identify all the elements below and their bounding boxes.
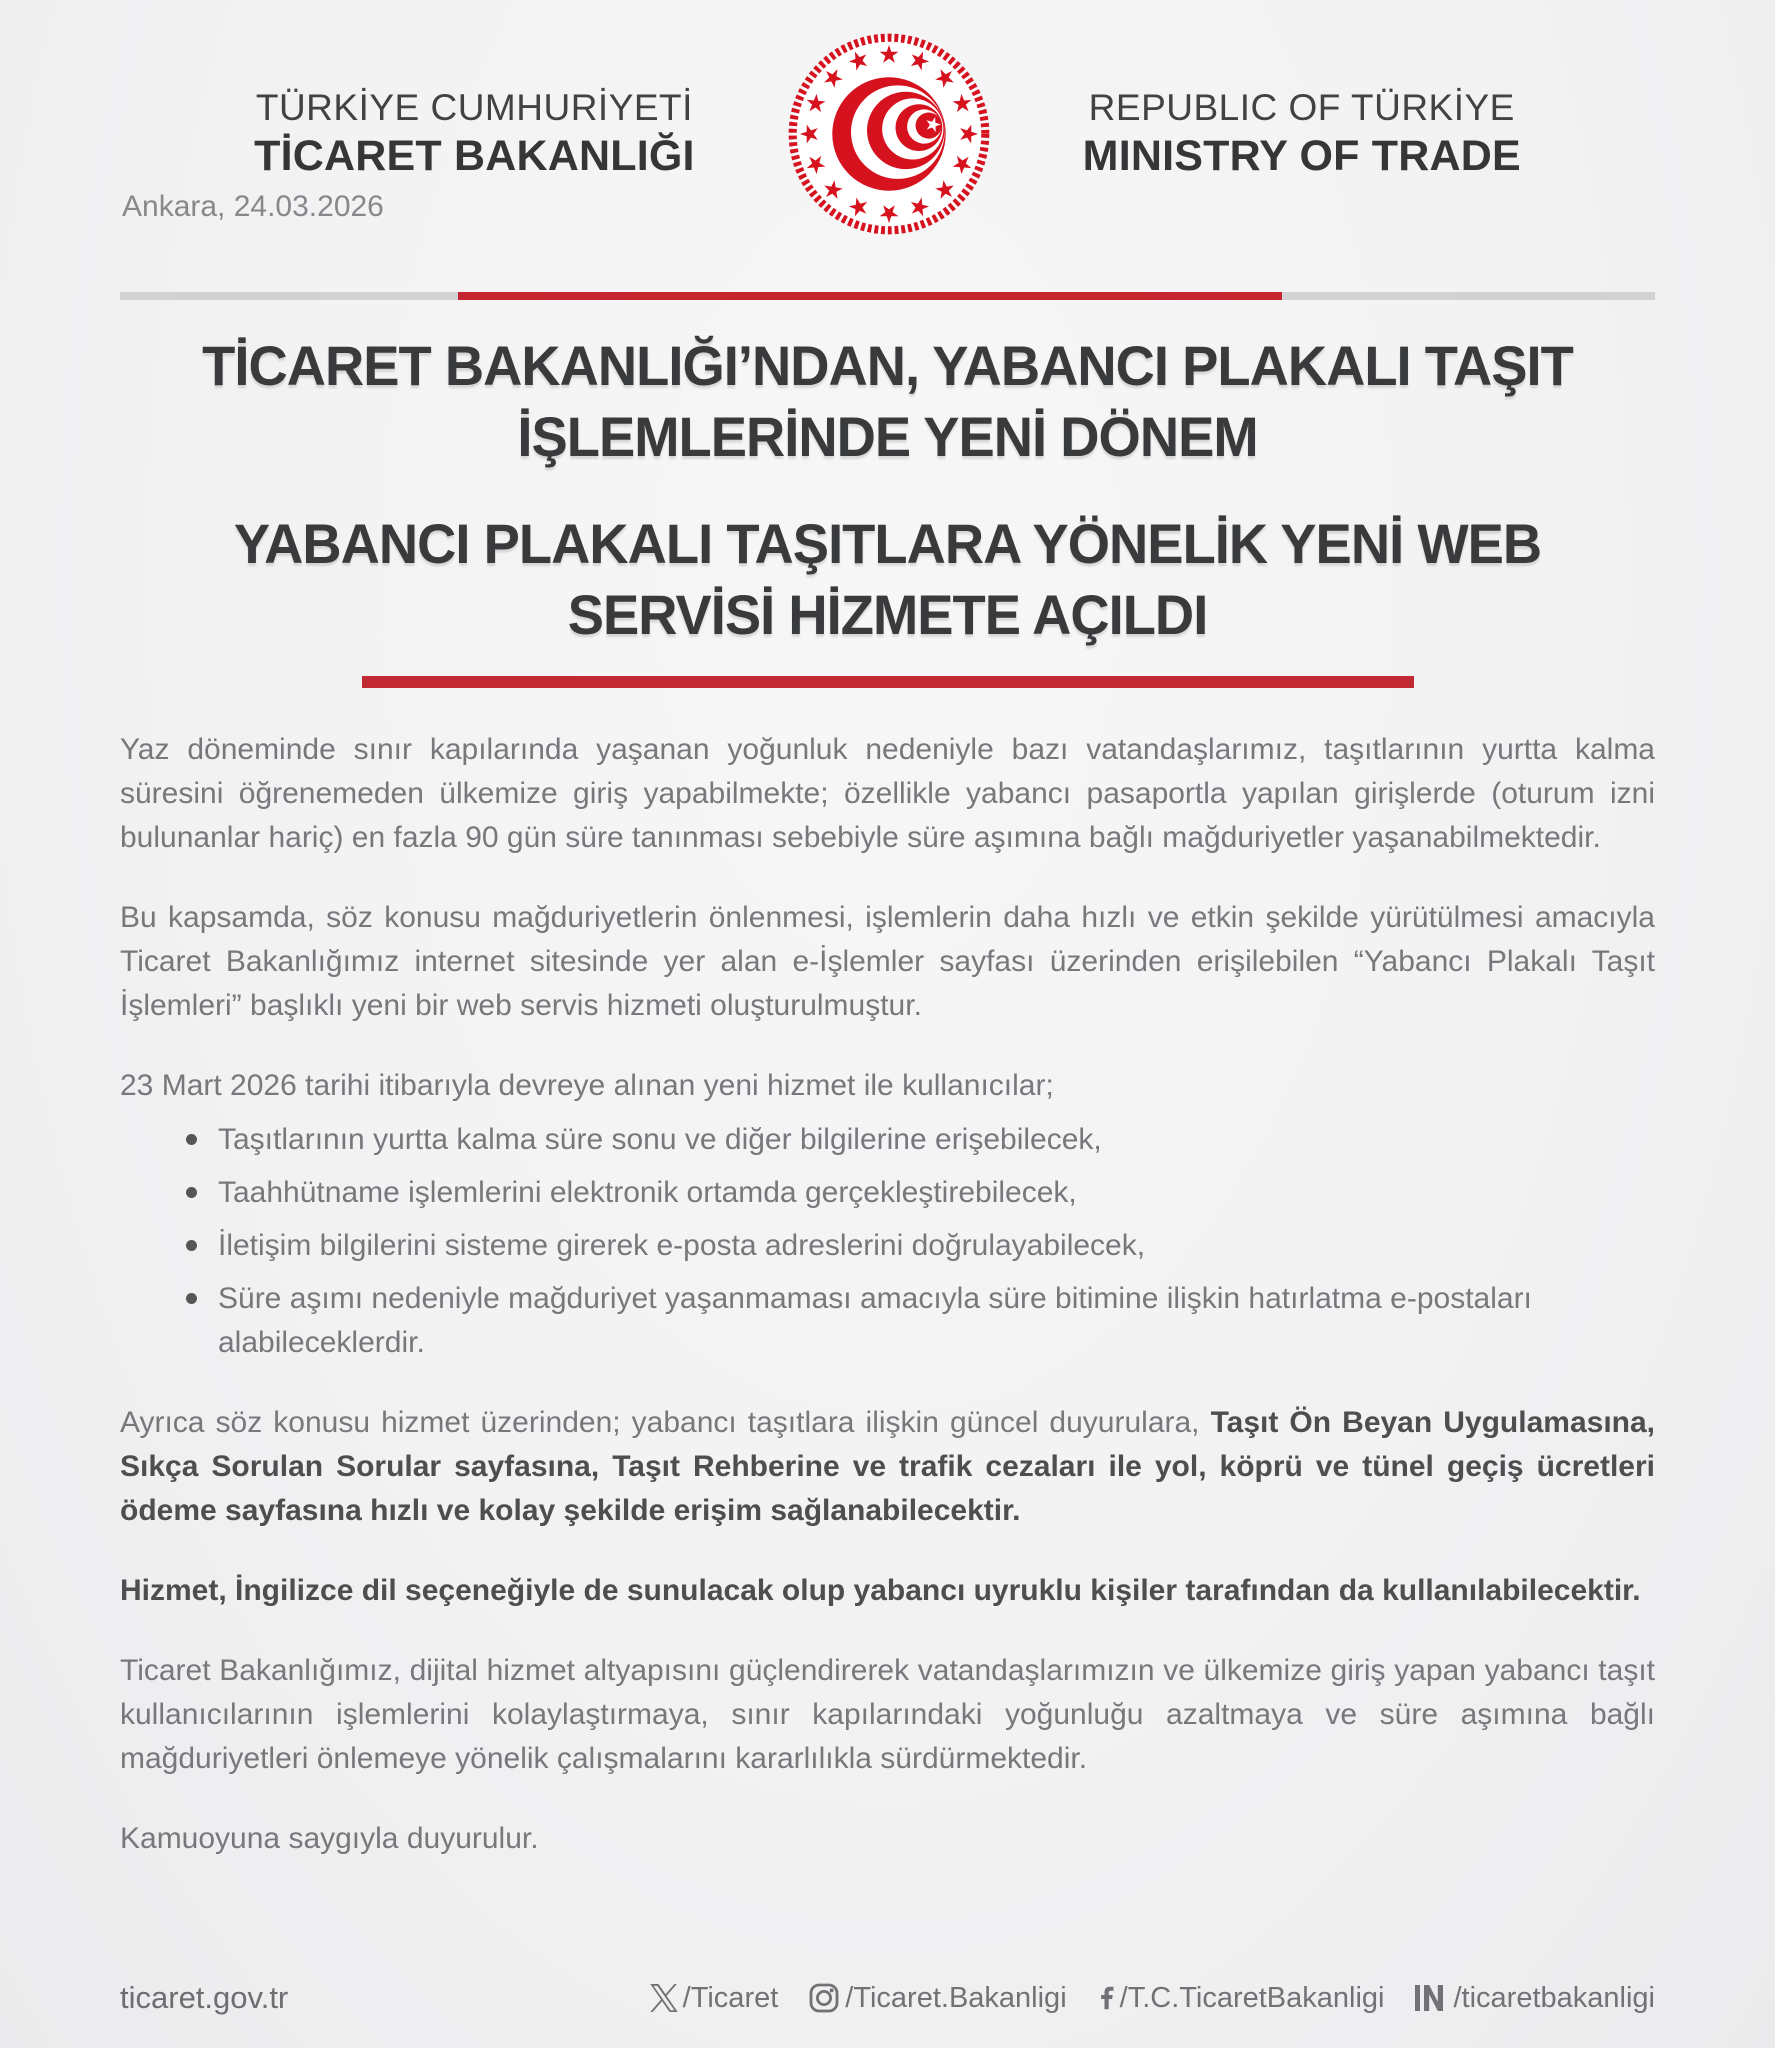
closing-line: Kamuoyuna saygıyla duyurulur. <box>120 1822 539 1855</box>
instagram-icon <box>808 1982 840 2014</box>
social-nsosyal[interactable] <box>1415 1982 1656 2015</box>
social-facebook[interactable] <box>1097 1982 1385 2015</box>
social-instagram[interactable] <box>808 1982 1066 2015</box>
website-link[interactable]: ticaret.gov.tr <box>120 1980 289 2015</box>
footer <box>120 1980 1655 2016</box>
facebook-icon <box>1097 1982 1115 2014</box>
ministry-of-trade-logo-icon <box>781 26 997 242</box>
paragraph-3-normal: Ayrıca söz konusu hizmet üzerinden; yabancı taşıtlara ilişkin güncel duyurulara, <box>120 1406 1211 1439</box>
x-twitter-icon <box>650 1984 678 2012</box>
title-line-2: İŞLEMLERİNDE YENİ DÖNEM <box>517 405 1258 468</box>
social-handle: /Ticaret <box>682 1981 779 2014</box>
list-item: Taahhütname işlemlerini elektronik ortamda gerçekleştirebilecek, <box>186 1171 1655 1215</box>
header-divider-red-segment <box>458 292 1282 300</box>
subtitle-underline-bar <box>362 676 1414 688</box>
social-x[interactable] <box>650 1982 779 2015</box>
org-name-english <box>1083 85 1521 183</box>
paragraph-1: Yaz döneminde sınır kapılarında yaşanan yoğunluk nedeniyle bazı vatandaşlarımız, taşıtlarının yurtta kalma süresini öğrenemeden ülkemize giriş yapabilmekte; özellikle yabancı pasaportla yapılan girişlerde (oturum izni bulunanlar hariç) en fazla 90 gün süre tanınması sebebiyle süre aşımına bağlı mağduriyetler yaşanabilmektedir. <box>120 733 1655 854</box>
org-line-ministry-en: MINISTRY OF TRADE <box>1082 132 1521 181</box>
paragraph-3 <box>120 1401 1655 1533</box>
page-subtitle <box>143 508 1632 650</box>
subtitle-line-2: SERVİSİ HİZMETE AÇILDI <box>567 583 1208 646</box>
list-intro: 23 Mart 2026 tarihi itibarıyla devreye alınan yeni hizmet ile kullanıcılar; <box>120 1069 1054 1102</box>
social-handle: /Ticaret.Bakanligi <box>845 1981 1067 2014</box>
org-name-turkish <box>254 85 695 183</box>
ministry-header <box>120 18 1655 270</box>
org-line-country-tr: TÜRKİYE CUMHURİYETİ <box>255 87 693 129</box>
social-handle: /T.C.TicaretBakanligi <box>1119 1981 1385 2014</box>
social-handle: /ticaretbakanligi <box>1453 1981 1655 2014</box>
feature-list <box>186 1118 1655 1365</box>
nsosyal-icon <box>1415 1982 1449 2014</box>
header-divider-bar <box>120 292 1655 300</box>
org-line-country-en: REPUBLIC OF TÜRKİYE <box>1088 87 1515 129</box>
paragraph-3-bold: Taşıt Ön Beyan Uygulamasına, Sıkça Sorulan Sorular sayfasına, Taşıt Rehberine ve trafik cezaları ile yol, köprü ve tünel geçiş ücretleri ödeme sayfasına hızlı ve kolay şekilde erişim sağlanabilecektir. <box>120 1406 1655 1527</box>
list-item: İletişim bilgilerini sisteme girerek e-posta adreslerini doğrulayabilecek, <box>186 1224 1655 1268</box>
paragraph-4: Hizmet, İngilizce dil seçeneğiyle de sunulacak olup yabancı uyruklu kişiler tarafından da kullanılabilecektir. <box>120 1574 1641 1607</box>
social-links <box>650 1982 1655 2015</box>
title-line-1: TİCARET BAKANLIĞI’NDAN, YABANCI PLAKALI TAŞIT <box>202 334 1573 397</box>
page-title <box>143 330 1632 472</box>
list-item: Taşıtlarının yurtta kalma süre sonu ve diğer bilgilerine erişebilecek, <box>186 1118 1655 1162</box>
org-line-ministry-tr: TİCARET BAKANLIĞI <box>254 132 695 181</box>
subtitle-line-1: YABANCI PLAKALI TAŞITLARA YÖNELİK YENİ WEB <box>233 512 1542 575</box>
press-release-body <box>120 728 1655 1861</box>
paragraph-5: Ticaret Bakanlığımız, dijital hizmet altyapısını güçlendirerek vatandaşlarımızın ve ülkemize giriş yapan yabancı taşıt kullanıcılarının işlemlerini kolaylaştırmaya, sınır kapılarındaki yoğunluğu azaltmaya ve süre aşımına bağlı mağduriyetleri önlemeye yönelik çalışmalarını kararlılıkla sürdürmektedir. <box>120 1654 1655 1775</box>
list-item: Süre aşımı nedeniyle mağduriyet yaşanmaması amacıyla süre bitimine ilişkin hatırlatma e-postaları alabileceklerdir. <box>186 1277 1655 1365</box>
paragraph-2: Bu kapsamda, söz konusu mağduriyetlerin önlenmesi, işlemlerin daha hızlı ve etkin şekilde yürütülmesi amacıyla Ticaret Bakanlığımız internet sitesinde yer alan e-İşlemler sayfası üzerinden erişilebilen “Yabancı Plakalı Taşıt İşlemleri” başlıklı yeni bir web servis hizmeti oluşturulmuştur. <box>120 901 1655 1022</box>
dateline: Ankara, 24.03.2026 <box>122 190 384 223</box>
